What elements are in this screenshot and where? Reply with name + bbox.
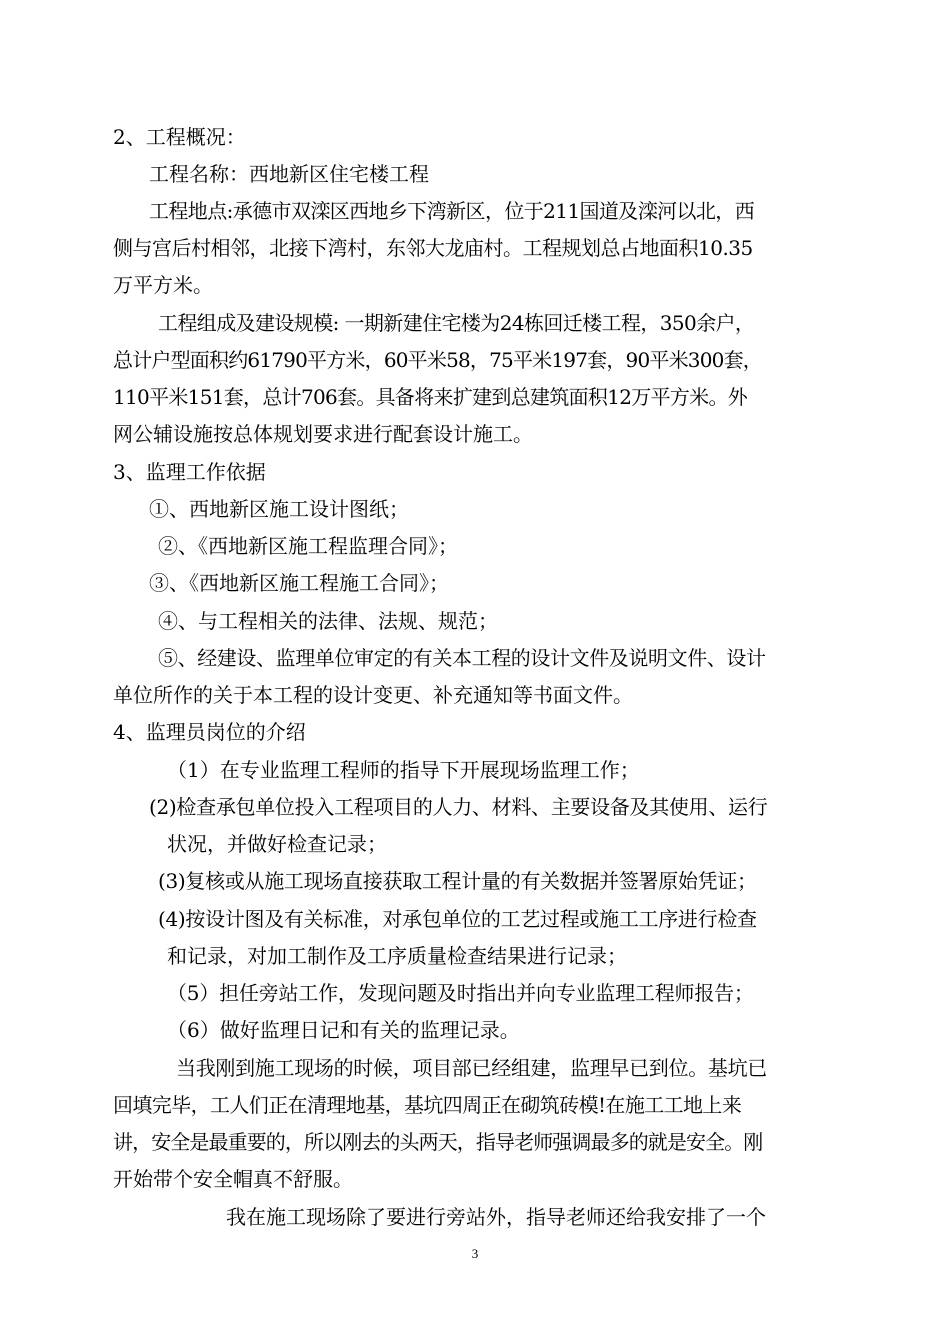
list-item: (3)复核或从施工现场直接获取工程计量的有关数据并签署原始凭证； xyxy=(158,869,757,893)
paragraph-line: 工程组成及建设规模: 一期新建住宅楼为24栋回迁楼工程，350余户， xyxy=(158,311,755,335)
section-heading: 2、工程概况： xyxy=(113,125,246,149)
paragraph-line: 工程名称：西地新区住宅楼工程 xyxy=(149,162,429,186)
list-item: （6）做好监理日记和有关的监理记录。 xyxy=(167,1018,520,1042)
list-item-continuation: 状况，并做好检查记录； xyxy=(167,832,387,856)
page-number: 3 xyxy=(471,1246,479,1261)
section-heading: 4、监理员岗位的介绍 xyxy=(113,720,306,744)
paragraph-line: 当我刚到施工现场的时候，项目部已经组建，监理早已到位。基坑已 xyxy=(176,1056,767,1080)
paragraph-line: 我在施工现场除了要进行旁站外，指导老师还给我安排了一个 xyxy=(226,1205,766,1229)
paragraph-line: 工程地点:承德市双滦区西地乡下湾新区，位于211国道及滦河以北，西 xyxy=(149,199,755,223)
paragraph-line: 总计户型面积约61790平方米，60平米58，75平米197套，90平米300套， xyxy=(113,348,762,372)
section-heading: 3、监理工作依据 xyxy=(113,460,266,484)
paragraph-line: 网公辅设施按总体规划要求进行配套设计施工。 xyxy=(113,422,533,446)
list-item: (4)按设计图及有关标准，对承包单位的工艺过程或施工工序进行检查 xyxy=(158,907,757,931)
paragraph-line: 110平米151套，总计706套。具备将来扩建到总建筑面积12万平方米。外 xyxy=(113,385,748,409)
list-item: ④、与工程相关的法律、法规、规范； xyxy=(158,609,498,633)
paragraph-line: 回填完毕，工人们正在清理地基，基坑四周正在砌筑砖模!在施工工地上来 xyxy=(113,1093,742,1117)
list-item-continuation: 和记录，对加工制作及工序质量检查结果进行记录； xyxy=(167,944,627,968)
list-item: ①、西地新区施工设计图纸； xyxy=(149,497,409,521)
list-item: ⑤、经建设、监理单位审定的有关本工程的设计文件及说明文件、设计 xyxy=(158,646,766,670)
list-item: (2)检查承包单位投入工程项目的人力、材料、主要设备及其使用、运行 xyxy=(149,795,768,819)
list-item-continuation: 单位所作的关于本工程的设计变更、补充通知等书面文件。 xyxy=(113,683,633,707)
paragraph-line: 开始带个安全帽真不舒服。 xyxy=(113,1167,353,1191)
list-item: （1）在专业监理工程师的指导下开展现场监理工作； xyxy=(167,758,640,782)
list-item: ③、《西地新区施工程施工合同》； xyxy=(149,571,449,595)
paragraph-line: 万平方米。 xyxy=(113,273,213,297)
paragraph-line: 讲，安全是最重要的，所以刚去的头两天，指导老师强调最多的就是安全。刚 xyxy=(113,1130,763,1154)
list-item: （5）担任旁站工作，发现问题及时指出并向专业监理工程师报告； xyxy=(167,981,754,1005)
paragraph-line: 侧与宫后村相邻，北接下湾村，东邻大龙庙村。工程规划总占地面积10.35 xyxy=(113,236,753,260)
list-item: ②、《西地新区施工程监理合同》； xyxy=(158,534,458,558)
